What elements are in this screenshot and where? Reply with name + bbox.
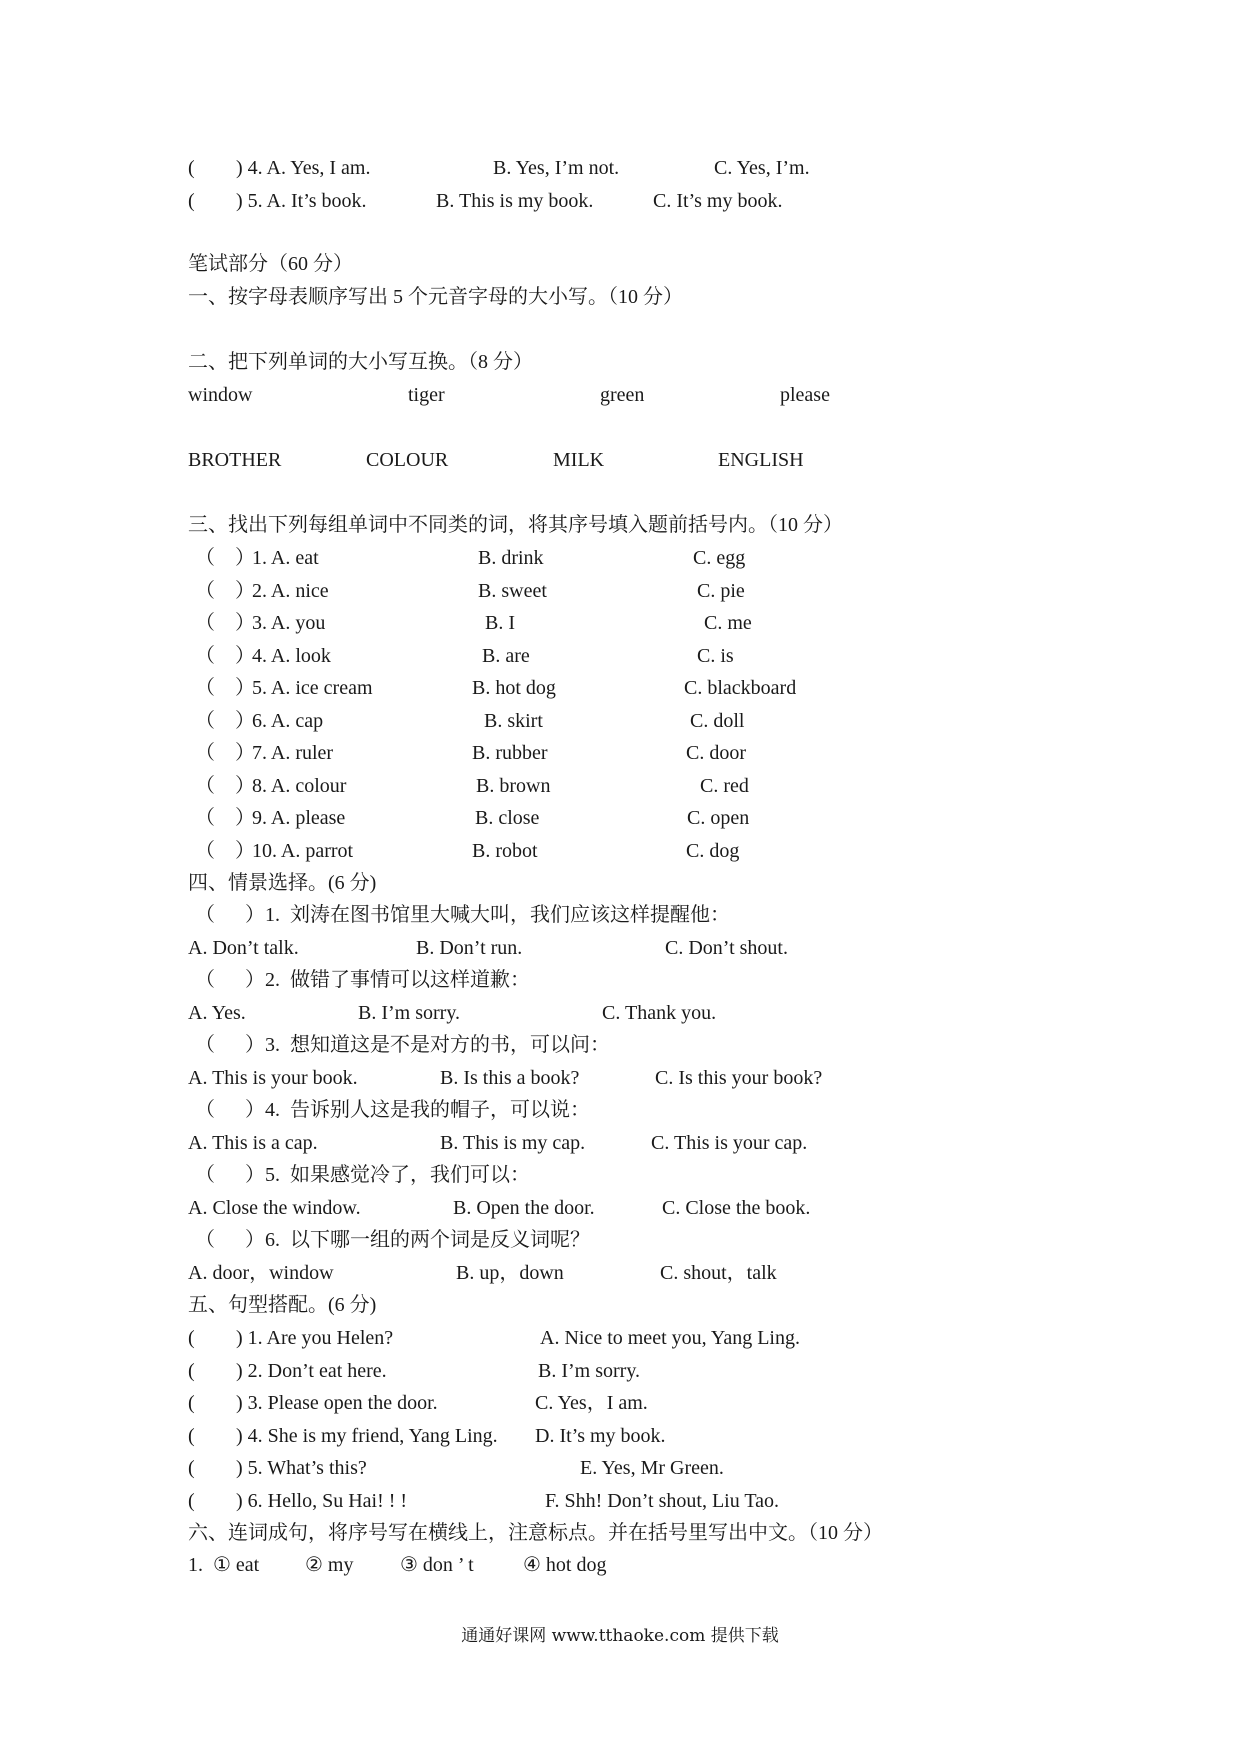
word-option: ④ hot dog — [523, 1554, 607, 1576]
option-c: C. Close the book. — [662, 1197, 811, 1219]
bracket: ( — [188, 190, 195, 212]
option-a: 3. A. you — [252, 612, 326, 634]
option-a: A. This is your book. — [188, 1067, 358, 1089]
option-c: C. Thank you. — [602, 1002, 717, 1024]
word: MILK — [553, 449, 605, 471]
question: ) 2. Don’t eat here. — [236, 1360, 387, 1382]
word: tiger — [408, 384, 445, 406]
option-b: B. sweet — [478, 580, 547, 602]
word-option: ③ don ’ t — [400, 1554, 474, 1576]
response: B. I’m sorry. — [538, 1360, 641, 1382]
answer-bracket: （ ） — [195, 612, 255, 634]
option-a: A. Don’t talk. — [188, 937, 299, 959]
bracket: ( — [188, 1360, 195, 1382]
word: BROTHER — [188, 449, 282, 471]
answer-bracket: （ ） — [195, 710, 255, 732]
word-option: ② my — [305, 1554, 354, 1576]
option-b: B. Yes, I’m not. — [493, 157, 620, 179]
option-c: C. doll — [690, 710, 745, 732]
question: （ ）4. 告诉别人这是我的帽子，可以说： — [195, 1099, 590, 1121]
section-1-title: 一、按字母表顺序写出 5 个元音字母的大小写。（10 分） — [188, 286, 683, 308]
option-a: A. Yes. — [188, 1002, 246, 1024]
option-b: B. skirt — [484, 710, 543, 732]
answer-bracket: （ ） — [195, 645, 255, 667]
option-b: B. rubber — [472, 742, 548, 764]
option-c: C. door — [686, 742, 746, 764]
question: （ ）2. 做错了事情可以这样道歉： — [195, 969, 530, 991]
section-6-title: 六、连词成句，将序号写在横线上，注意标点。并在括号里写出中文。（10 分） — [188, 1522, 883, 1544]
answer-bracket: （ ） — [195, 580, 255, 602]
answer-bracket: （ ） — [195, 775, 255, 797]
response: C. Yes，I am. — [535, 1392, 648, 1414]
word: ENGLISH — [718, 449, 804, 471]
option-c: C. blackboard — [684, 677, 797, 699]
option-a: 6. A. cap — [252, 710, 324, 732]
option-b: B. drink — [478, 547, 544, 569]
response: A. Nice to meet you, Yang Ling. — [540, 1327, 800, 1349]
option-a: 1. A. eat — [252, 547, 319, 569]
option-b: B. Open the door. — [453, 1197, 595, 1219]
option-a: ) 5. A. It’s book. — [236, 190, 367, 212]
question: （ ）3. 想知道这是不是对方的书，可以问： — [195, 1034, 610, 1056]
option-c: C. It’s my book. — [653, 190, 783, 212]
option-b: B. hot dog — [472, 677, 556, 699]
question: （ ）1. 刘涛在图书馆里大喊大叫，我们应该这样提醒他： — [195, 904, 730, 926]
option-a: 8. A. colour — [252, 775, 347, 797]
word: green — [600, 384, 645, 406]
option-a: A. This is a cap. — [188, 1132, 318, 1154]
option-b: B. are — [482, 645, 530, 667]
option-c: C. me — [704, 612, 752, 634]
section-4-title: 四、情景选择。(6 分) — [188, 872, 377, 894]
page-footer: 通通好课网 www.tthaoke.com 提供下载 — [461, 1626, 779, 1646]
response: E. Yes, Mr Green. — [580, 1457, 724, 1479]
option-b: B. up，down — [456, 1262, 564, 1284]
question: ) 1. Are you Helen? — [236, 1327, 394, 1349]
response: D. It’s my book. — [535, 1425, 666, 1447]
option-b: B. brown — [476, 775, 551, 797]
question-number: 1. — [188, 1554, 203, 1576]
option-c: C. Is this your book? — [655, 1067, 823, 1089]
question: ) 4. She is my friend, Yang Ling. — [236, 1425, 498, 1447]
question: （ ）5. 如果感觉冷了，我们可以： — [195, 1164, 530, 1186]
word: COLOUR — [366, 449, 449, 471]
option-c: C. shout，talk — [660, 1262, 777, 1284]
option-c: C. dog — [686, 840, 740, 862]
option-a: 4. A. look — [252, 645, 331, 667]
answer-bracket: （ ） — [195, 807, 255, 829]
bracket: ( — [188, 1425, 195, 1447]
word-option: ① eat — [213, 1554, 260, 1576]
option-c: C. is — [697, 645, 734, 667]
bracket: ( — [188, 157, 195, 179]
option-a: 2. A. nice — [252, 580, 329, 602]
option-a: 7. A. ruler — [252, 742, 334, 764]
option-b: B. This is my book. — [436, 190, 594, 212]
option-c: C. red — [700, 775, 749, 797]
written-part-heading: 笔试部分（60 分） — [188, 253, 353, 275]
option-a: ) 4. A. Yes, I am. — [236, 157, 371, 179]
bracket: ( — [188, 1327, 195, 1349]
word: please — [780, 384, 830, 406]
response: F. Shh! Don’t shout, Liu Tao. — [545, 1490, 780, 1512]
option-b: B. robot — [472, 840, 538, 862]
option-c: C. This is your cap. — [651, 1132, 808, 1154]
option-b: B. Don’t run. — [416, 937, 523, 959]
question: ) 5. What’s this? — [236, 1457, 367, 1479]
option-a: 5. A. ice cream — [252, 677, 373, 699]
question: （ ）6. 以下哪一组的两个词是反义词呢？ — [195, 1229, 590, 1251]
option-b: B. close — [475, 807, 540, 829]
option-a: 9. A. please — [252, 807, 346, 829]
section-2-title: 二、把下列单词的大小写互换。（8 分） — [188, 351, 533, 373]
option-b: B. I — [485, 612, 515, 634]
option-c: C. open — [687, 807, 750, 829]
bracket: ( — [188, 1392, 195, 1414]
option-c: C. Don’t shout. — [665, 937, 788, 959]
option-c: C. egg — [693, 547, 746, 569]
word: window — [188, 384, 253, 406]
question: ) 6. Hello, Su Hai! ! ! — [236, 1490, 408, 1512]
option-b: B. This is my cap. — [440, 1132, 586, 1154]
bracket: ( — [188, 1457, 195, 1479]
option-a: A. door，window — [188, 1262, 334, 1284]
option-b: B. I’m sorry. — [358, 1002, 461, 1024]
answer-bracket: （ ） — [195, 742, 255, 764]
option-b: B. Is this a book? — [440, 1067, 580, 1089]
bracket: ( — [188, 1490, 195, 1512]
option-c: C. pie — [697, 580, 745, 602]
answer-bracket: （ ） — [195, 547, 255, 569]
option-c: C. Yes, I’m. — [714, 157, 810, 179]
question: ) 3. Please open the door. — [236, 1392, 438, 1414]
section-5-title: 五、句型搭配。(6 分) — [188, 1294, 377, 1316]
answer-bracket: （ ） — [195, 840, 255, 862]
answer-bracket: （ ） — [195, 677, 255, 699]
option-a: 10. A. parrot — [252, 840, 354, 862]
section-3-title: 三、找出下列每组单词中不同类的词，将其序号填入题前括号内。（10 分） — [188, 514, 843, 536]
option-a: A. Close the window. — [188, 1197, 361, 1219]
